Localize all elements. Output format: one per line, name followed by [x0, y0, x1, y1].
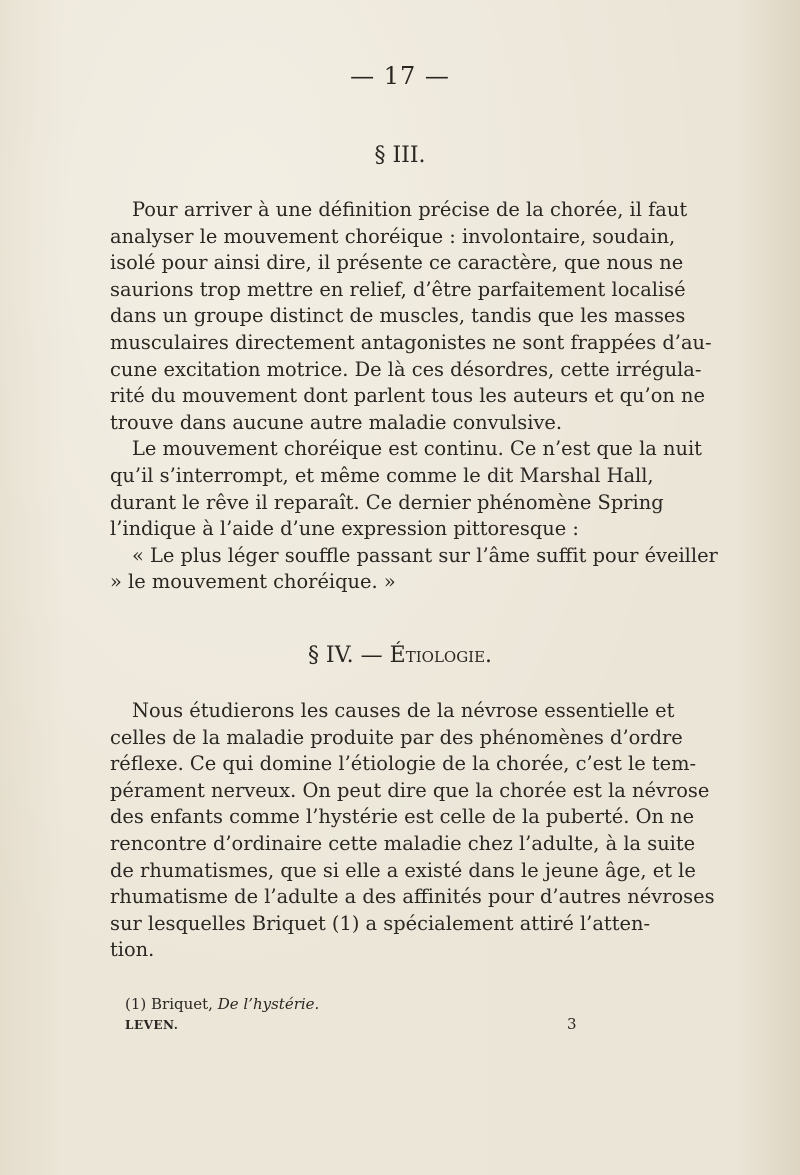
- text-line: Le mouvement choréique est continu. Ce n’est que la nuit: [132, 437, 702, 461]
- text-line: trouve dans aucune autre maladie convulsive.: [110, 410, 563, 434]
- text-line: durant le rêve il reparaît. Ce dernier phénomène Spring: [110, 490, 664, 514]
- text-line: analyser le mouvement choréique : involontaire, soudain,: [110, 224, 676, 248]
- section-heading-iv-word: Étiologie.: [389, 643, 493, 668]
- footnote-title: De l’hystérie.: [217, 995, 320, 1013]
- text-line: rité du mouvement dont parlent tous les auteurs et qu’on ne: [110, 384, 705, 408]
- text-line: dans un groupe distinct de muscles, tandis que les masses: [110, 304, 686, 328]
- section-iv-body: [110, 698, 715, 964]
- section-iii-body: [110, 197, 718, 596]
- text-line: de rhumatismes, que si elle a existé dans le jeune âge, et le: [110, 858, 696, 882]
- page-number: — 17 —: [350, 62, 450, 90]
- text-line: sur lesquelles Briquet (1) a spécialement attiré l’atten-: [110, 911, 651, 935]
- quote-line: « Le plus léger souffle passant sur l’âme suffit pour éveiller: [132, 543, 718, 567]
- signature-number: 3: [567, 1015, 577, 1033]
- section-heading-iv-prefix: § IV. —: [307, 643, 390, 668]
- text-line: qu’il s’interrompt, et même comme le dit Marshal Hall,: [110, 463, 654, 487]
- text-line: saurions trop mettre en relief, d’être parfaitement localisé: [110, 277, 686, 301]
- section-heading-iii: § III.: [374, 143, 426, 168]
- text-line: celles de la maladie produite par des phénomènes d’ordre: [110, 725, 683, 749]
- text-line: tion.: [110, 938, 155, 962]
- footnote: [125, 995, 319, 1013]
- text-line: Nous étudierons les causes de la névrose essentielle et: [132, 699, 675, 722]
- printer-signature: LEVEN.: [125, 1018, 179, 1032]
- footnote-marker: (1) Briquet,: [125, 995, 218, 1013]
- text-line: l’indique à l’aide d’une expression pittoresque :: [110, 517, 579, 541]
- text-line: rhumatisme de l’adulte a des affinités pour d’autres névroses: [110, 885, 715, 909]
- text-line: isolé pour ainsi dire, il présente ce caractère, que nous ne: [110, 251, 684, 275]
- text-line: des enfants comme l’hystérie est celle de la puberté. On ne: [110, 805, 695, 829]
- text-line: cune excitation motrice. De là ces désordres, cette irrégula-: [110, 357, 702, 381]
- text-line: rencontre d’ordinaire cette maladie chez l’adulte, à la suite: [110, 831, 696, 855]
- text-line: pérament nerveux. On peut dire que la chorée est la névrose: [110, 778, 710, 802]
- text-line: musculaires directement antagonistes ne sont frappées d’au-: [110, 330, 712, 354]
- text-line: réflexe. Ce qui domine l’étiologie de la chorée, c’est le tem-: [110, 752, 697, 776]
- quote-line: » le mouvement choréique. »: [110, 570, 396, 594]
- text-line: Pour arriver à une définition précise de la chorée, il faut: [132, 198, 688, 221]
- section-heading-iv: [0, 643, 800, 668]
